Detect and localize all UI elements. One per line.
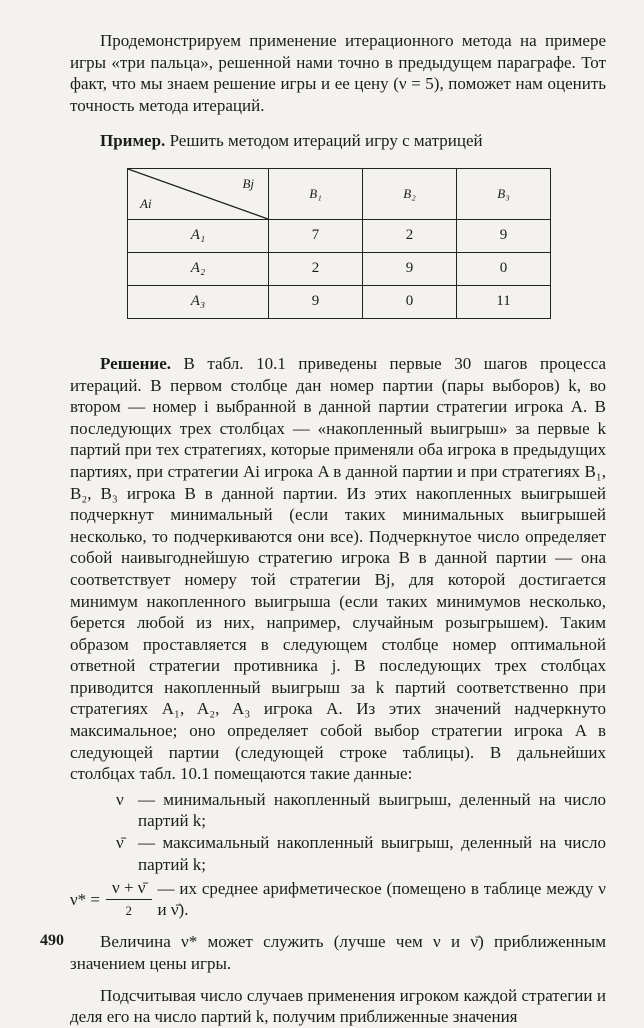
definition-text: — минимальный накопленный выигрыш, деленный на число партий k; xyxy=(138,789,606,831)
matrix-cell: 7 xyxy=(269,219,363,252)
matrix-row-header: A₁ xyxy=(128,219,269,252)
matrix-corner-top: Bj xyxy=(242,175,254,191)
matrix-cell: 9 xyxy=(363,252,457,285)
matrix-col-header: B₃ xyxy=(457,168,551,219)
counting-paragraph: Подсчитывая число случаев применения игроком каждой стратегии и деля его на число партий k, получим приближенные значения xyxy=(70,985,606,1027)
formula-text: — их среднее арифметическое (помещено в таблице между ν и ν̄). xyxy=(157,878,606,920)
intro-paragraph: Продемонстрируем применение итерационного метода на примере игры «три пальца», решенной нами точно в предыдущем параграфе. Тот факт, что мы знаем решение игры и ее цену (ν = 5), поможет нам оценить точность метода итераций. xyxy=(70,31,606,115)
page-number: 490 xyxy=(40,932,64,949)
solution-label: Решение. xyxy=(100,353,171,373)
formula-numerator: ν + ν̄ xyxy=(106,877,151,900)
matrix-corner xyxy=(128,168,269,219)
matrix-cell: 2 xyxy=(363,219,457,252)
formula-denominator: 2 xyxy=(125,902,133,918)
page-content xyxy=(70,30,606,1028)
matrix-row xyxy=(128,219,551,252)
matrix-row-header: A₂ xyxy=(128,252,269,285)
matrix-row xyxy=(128,252,551,285)
payoff-matrix xyxy=(127,168,551,319)
matrix-col-header: B₁ xyxy=(269,168,363,219)
solution-text: В табл. 10.1 приведены первые 30 шагов процесса итераций. В первом столбце дан номер партии (пары выборов) k, во втором — номер i выбранной в данной партии стратегии игрока A. В последующих трех столбцах — «накопленный выигрыш» за первые k партий при тех стратегиях, которые применяли оба игрока в предыдущих партиях, при стратегии Ai игрока A в данной партии и при стратегиях B₁, B₂, B₃ игрока B в данной партии. Из этих накопленных выигрышей подчеркнут минимальный (если таких минимальных выигрышей несколько, то подчеркиваются они все). Подчеркнутое число определяет собой наивыгоднейшую стратегию игрока B в данной партии — она соответствует номеру той стратегии Bj, для которой достигается минимум накопленного выигрыша (если таких минимумов несколько, берется любой из них, например, случайным розыгрышем). Таким образом проставляется в следующем столбце номер оптимальной ответной стратегии противника j. В последующих трех столбцах приводится накопленный выигрыш за k партий соответственно при стратегиях A₁, A₂, A₃ игрока A. Из этих значений надчеркнуто максимальное; оно определяет собой выбор стратегии игрока A в следующей партии (следующей строке таблицы). В дальнейших столбцах табл. 10.1 помещаются такие данные: xyxy=(70,353,606,784)
solution-paragraph xyxy=(70,353,606,785)
formula-line xyxy=(70,877,606,921)
matrix-cell: 9 xyxy=(457,219,551,252)
definition-item xyxy=(116,789,606,832)
example-text: Решить методом итераций игру с матрицей xyxy=(165,131,483,151)
matrix-cell: 11 xyxy=(457,285,551,318)
matrix-cell: 9 xyxy=(269,285,363,318)
matrix-cell: 2 xyxy=(269,252,363,285)
formula-lhs: ν* = xyxy=(70,889,101,909)
definition-list xyxy=(116,789,606,875)
value-paragraph: Величина ν* может служить (лучше чем ν и ν̄) приближенным значением цены игры. xyxy=(70,932,606,973)
matrix-row-header: A₃ xyxy=(128,285,269,318)
matrix-cell: 0 xyxy=(457,252,551,285)
formula-fraction xyxy=(106,877,151,921)
definition-item xyxy=(116,832,606,875)
definition-text: — максимальный накопленный выигрыш, деленный на число партий k; xyxy=(138,833,606,874)
matrix-row xyxy=(128,285,551,318)
example-paragraph xyxy=(70,130,606,152)
matrix-cell: 0 xyxy=(363,285,457,318)
definition-symbol: ν̄ xyxy=(116,833,124,853)
matrix-col-header: B₂ xyxy=(363,168,457,219)
matrix-corner-bottom: Ai xyxy=(140,196,152,212)
example-label: Пример. xyxy=(100,131,166,151)
definition-symbol: ν xyxy=(116,789,124,809)
